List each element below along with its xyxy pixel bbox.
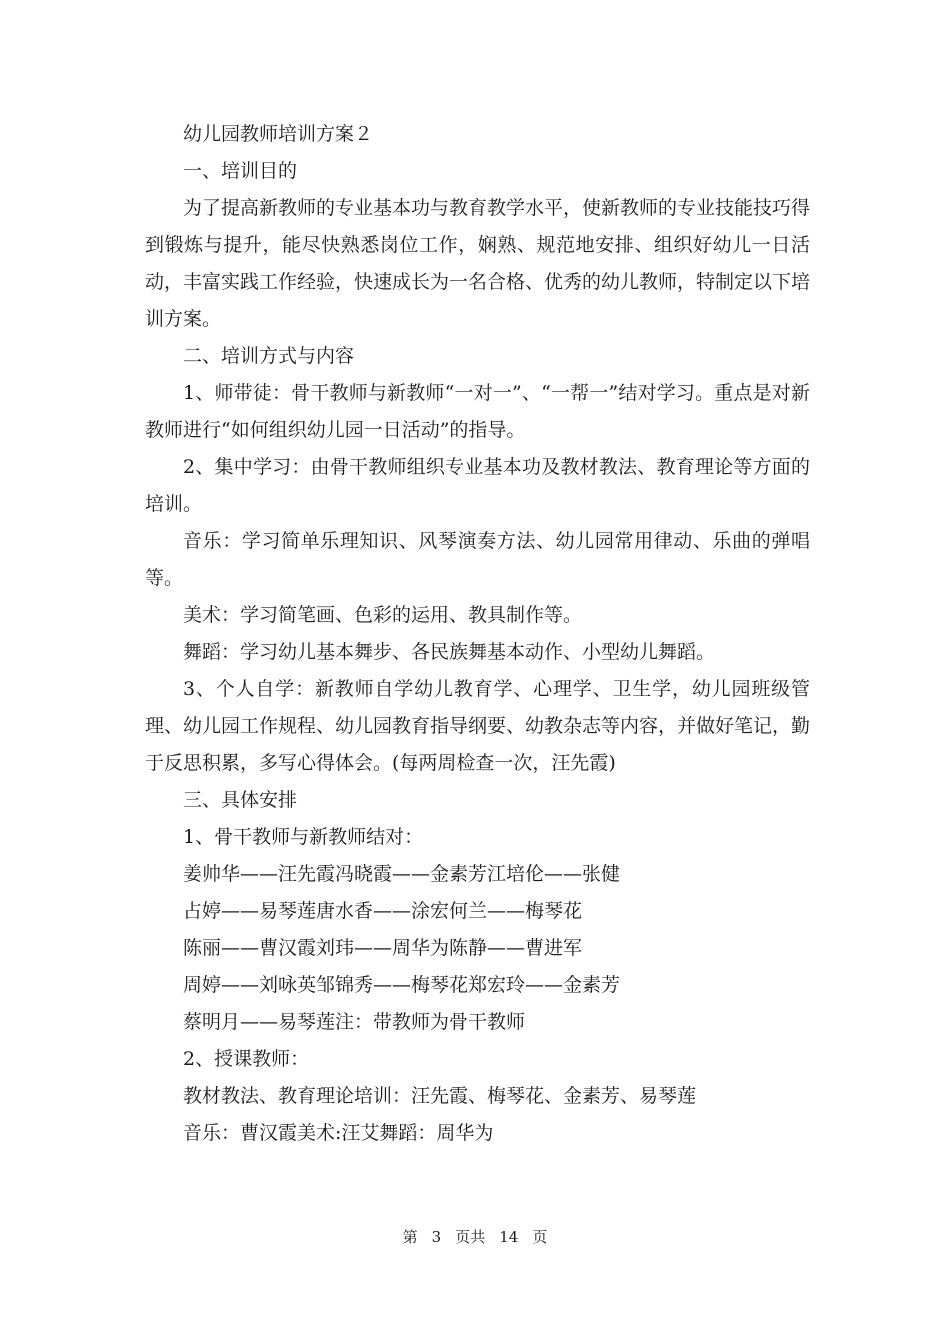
page-number: 3	[431, 1228, 442, 1246]
paragraph-mentoring: 1、师带徒：骨干教师与新教师“一对一”、“一帮一”结对学习。重点是对新教师进行“如何组织幼儿园一日活动”的指导。	[145, 382, 810, 441]
page-label-suffix: 页	[532, 1228, 548, 1246]
paragraph-instructors-heading: 2、授课教师：	[183, 1048, 310, 1070]
paragraph-group-study: 2、集中学习：由骨干教师组织专业基本功及教材教法、教育理论等方面的培训。	[145, 456, 810, 515]
section-heading-purpose: 一、培训目的	[183, 160, 298, 182]
section-heading-arrangement: 三、具体安排	[183, 789, 298, 811]
instructors-line: 教材教法、教育理论培训：汪先霞、梅琴花、金素芳、易琴莲	[183, 1085, 697, 1107]
document-body	[145, 116, 810, 1152]
page-label-mid: 页共	[455, 1228, 486, 1246]
section-heading-methods: 二、培训方式与内容	[183, 345, 355, 367]
pairing-line: 蔡明月——易琴莲注：带教师为骨干教师	[183, 1011, 526, 1033]
document-title: 幼儿园教师培训方案２	[183, 123, 374, 145]
paragraph-art: 美术：学习简笔画、色彩的运用、教具制作等。	[183, 604, 583, 626]
pairing-line: 周婷——刘咏英邹锦秀——梅琴花郑宏玲——金素芳	[183, 974, 621, 996]
paragraph-music: 音乐：学习简单乐理知识、风琴演奏方法、幼儿园常用律动、乐曲的弹唱等。	[145, 530, 810, 589]
instructors-line: 音乐：曹汉霞美术:汪艾舞蹈：周华为	[183, 1122, 494, 1144]
paragraph-self-study: 3、个人自学：新教师自学幼儿教育学、心理学、卫生学，幼儿园班级管理、幼儿园工作规程、幼儿园教育指导纲要、幼教杂志等内容，并做好笔记，勤于反思积累，多写心得体会。(每两周检查一次，汪先霞)	[145, 678, 811, 774]
paragraph-dance: 舞蹈：学习幼儿基本舞步、各民族舞基本动作、小型幼儿舞蹈。	[183, 641, 716, 663]
pairing-line: 姜帅华——汪先霞冯晓霞——金素芳江培伦——张健	[183, 863, 621, 885]
page-label-prefix: 第	[402, 1228, 418, 1246]
paragraph-purpose: 为了提高新教师的专业基本功与教育教学水平，使新教师的专业技能技巧得到锻炼与提升，能尽快熟悉岗位工作，娴熟、规范地安排、组织好幼儿一日活动，丰富实践工作经验，快速成长为一名合格、优秀的幼儿教师，特制定以下培训方案。	[145, 197, 811, 330]
paragraph-pairing-heading: 1、骨干教师与新教师结对：	[183, 826, 424, 848]
pairing-line: 占婷——易琴莲唐水香——涂宏何兰——梅琴花	[183, 900, 583, 922]
total-pages: 14	[499, 1228, 519, 1246]
pairing-line: 陈丽——曹汉霞刘玮——周华为陈静——曹进军	[183, 937, 583, 959]
page-footer	[0, 1226, 950, 1248]
